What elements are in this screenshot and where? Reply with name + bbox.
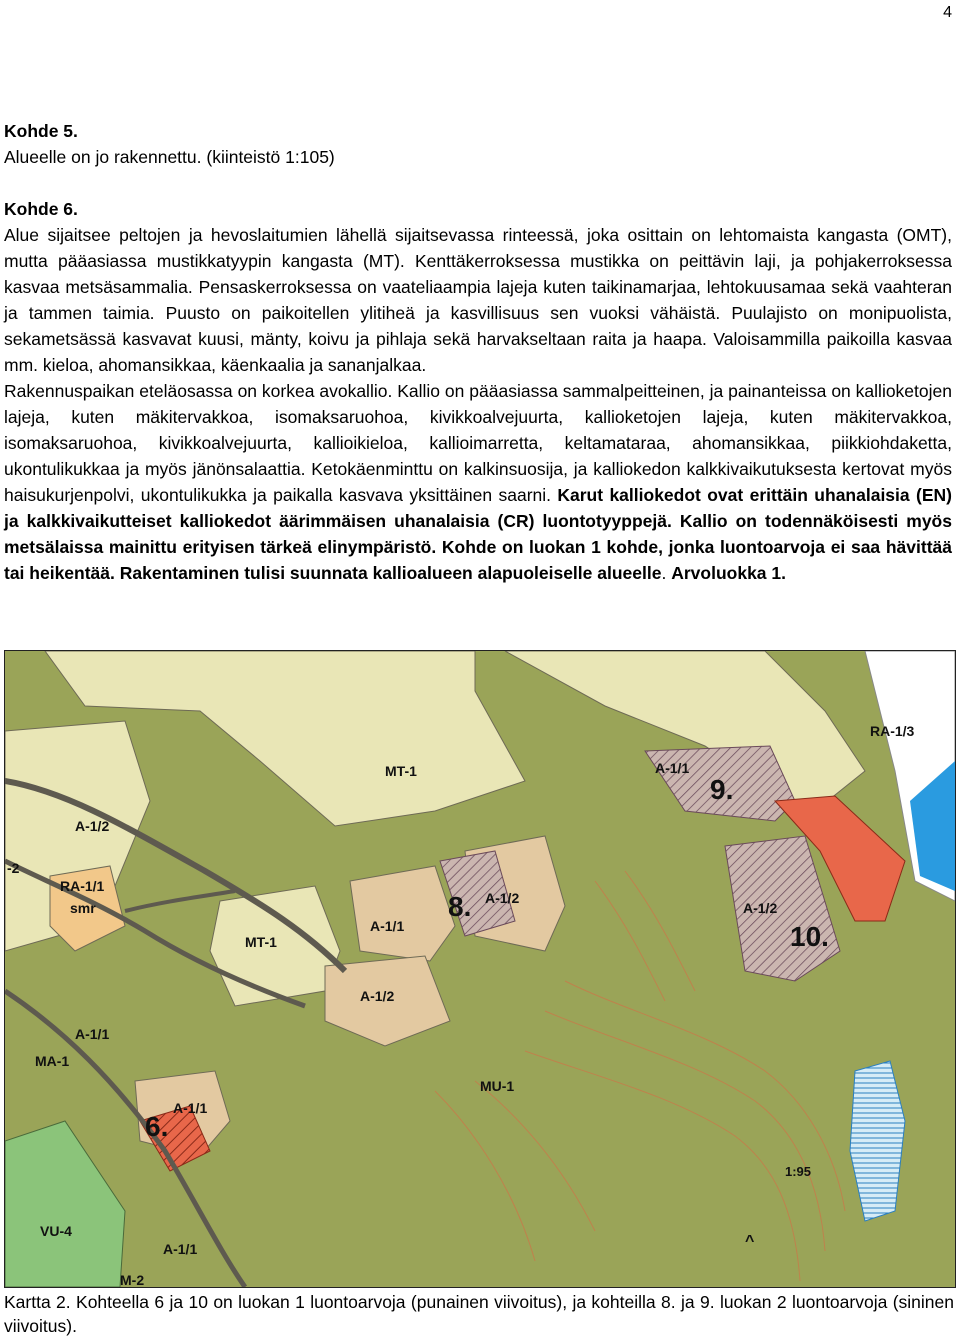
- label-caret: ^: [745, 1233, 755, 1250]
- label-parcel: 1:95: [785, 1164, 812, 1179]
- label-ra11: RA-1/1: [60, 878, 105, 894]
- page-number: 4: [943, 4, 952, 21]
- kohde6-paragraph-2: [4, 378, 952, 586]
- kohde6-p2-normal: Rakennuspaikan eteläosassa on korkea avokallio. Kallio on pääasiassa sammalpeitteinen, ja painanteissa on kallioketojen lajeja, kuten mäkitervakkoa, isomaksaruohoa, kivikkoalvejuurta, kallioketojen lajeja, kuten mäkitervakkoa, isomaksaruohoa, kivikkoalvejuurta, kallioikieloa, kallioimarretta, keltamataraa, ahomansikkaa, piikkiohdaketta, ukontulikukkaa ja myös jänönsalaattia. Ketokäenminttu on kalkinsuosija, ja kalliokedon kalkkivaikutuksesta kertovat myös haisukurjenpolvi, ukontulikukka ja paikalla kasvava yksittäinen saarni.: [4, 381, 952, 505]
- plot-a11-mid: [350, 866, 455, 961]
- label-ra13: RA-1/3: [870, 723, 915, 739]
- kohde6-p2-period: .: [661, 563, 667, 583]
- label-a11-low: A-1/1: [75, 1026, 110, 1042]
- label-a12-10: A-1/2: [743, 900, 778, 916]
- label-number-9: 9.: [710, 774, 734, 805]
- map-caption: Kartta 2. Kohteella 6 ja 10 on luokan 1 luontoarvoja (punainen viivoitus), ja kohteilla 8. ja 9. luokan 2 luontoarvoja (sininen viivoitus).: [4, 1292, 954, 1336]
- label-a11-6: A-1/1: [173, 1100, 208, 1116]
- kohde6-heading: Kohde 6.: [4, 199, 78, 219]
- kohde5-text: Alueelle on jo rakennettu. (kiinteistö 1:105): [4, 147, 335, 167]
- label-number-10: 10.: [790, 921, 829, 952]
- map-image: [4, 650, 956, 1288]
- label-mt1-top: MT-1: [385, 763, 417, 779]
- label-ma1: MA-1: [35, 1053, 70, 1069]
- label-a11-mid: A-1/1: [370, 918, 405, 934]
- label-m2: M-2: [120, 1272, 145, 1287]
- kohde6-paragraph-1: Alue sijaitsee peltojen ja hevoslaitumien lähellä sijaitsevassa rinteessä, joka osittain on lehtomaista kangasta (OMT), mutta pääasiassa mustikkatyypin kangasta (MT). Kenttäkerroksessa mustikka on peittävin laji, ja pohjakerroksessa kasvaa metsäsammalia. Pensaskerroksessa on vaateliaampia lajeja kuten taikinamarjaa, lehtokuusamaa sekä vaahteran ja tammen taimia. Puusto on paikoitellen ylitiheä ja kasvillisuus sen vuoksi vähäistä. Puulajisto on monipuolista, sekametsässä kasvavat kuusi, mänty, koivu ja pihlaja sekä harvakseltaan raita ja haapa. Valoisammilla paikoilla kasvaa mm. kieloa, ahomansikkaa, käenkaalia ja sananjalkaa.: [4, 225, 952, 375]
- label-a11-9: A-1/1: [655, 760, 690, 776]
- kohde6-p2-arvoluokka: Arvoluokka 1.: [671, 563, 786, 583]
- label-vu4: VU-4: [40, 1223, 72, 1239]
- label-number-6: 6.: [145, 1111, 169, 1142]
- document-body: [4, 118, 952, 586]
- kohde6-p2-bold: Karut kalliokedot ovat erittäin uhanalaisia (EN) ja kalkkivaikutteiset kalliokedot äärimmäisen uhanalaisia (CR) luontotyyppejä. Kallio on todennäköisesti myös metsälaissa mainittu erityisen tärkeä elinympäristö. Kohde on luokan 1 kohde, jonka luontoarvoja ei saa hävittää tai heikentää. Rakentaminen tulisi suunnata kallioalueen alapuoleiselle alueelle: [4, 485, 952, 583]
- label-a11-left: A-1/1: [163, 1241, 198, 1257]
- label-a12-mid: A-1/2: [360, 988, 395, 1004]
- label-smr: smr: [70, 900, 96, 916]
- land-use-map: [5, 651, 955, 1287]
- label-mu1: MU-1: [480, 1078, 515, 1094]
- label-a12-8: A-1/2: [485, 890, 520, 906]
- kohde5-heading: Kohde 5.: [4, 121, 78, 141]
- label-left-edge: -2: [7, 860, 20, 876]
- label-a12-left: A-1/2: [75, 818, 110, 834]
- label-mt1-mid: MT-1: [245, 934, 277, 950]
- label-number-8: 8.: [448, 891, 472, 922]
